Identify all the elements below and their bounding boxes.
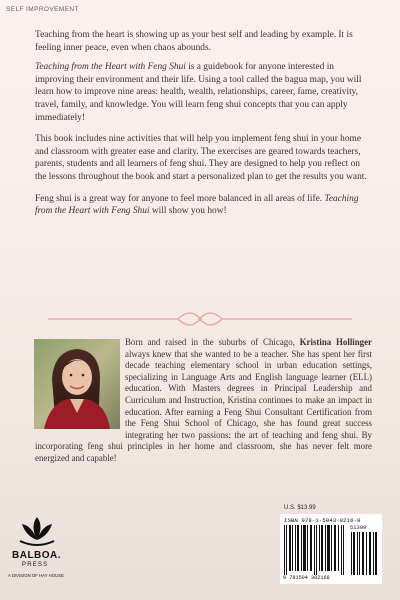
barcode-digits: 9 781504 382168 — [283, 575, 330, 581]
price-label: U.S. $13.99 — [284, 505, 316, 511]
author-bio — [35, 337, 372, 465]
intro-paragraph: Teaching from the heart is showing up as your best self and leading by example. It is feeling inner peace, even when chaos abounds. — [35, 30, 353, 53]
publisher-press: PRESS — [22, 562, 49, 568]
lotus-icon — [8, 514, 66, 550]
publisher-name: BALBOA. — [12, 550, 62, 561]
isbn-label: ISBN 978-1-5043-8216-8 — [284, 517, 361, 524]
bio-text: always knew that she wanted to be a teacher. She has spent her first decade teaching elementary school in urban education settings, specializing in Language Arts and English language learner (ELL) education. With Masters degrees in Principal Leadership and Curriculum and Instruction, Kristina continues to make an impact in education. After earning a Feng Shui Consultant Certification from the Feng Shui School of Chicago, she has found great success integrating her two passions: the art of teaching and feng shui. By incorporating feng shui principles in her home and classroom, she has never felt more energized and capable! — [35, 348, 372, 463]
back-cover-copy — [35, 29, 370, 227]
author-name: Kristina Hollinger — [299, 337, 372, 347]
closing-paragraph — [35, 193, 370, 218]
book-title-italic: Teaching from the Heart with Feng Shui — [35, 62, 186, 73]
activities-paragraph: This book includes nine activities that will help you implement feng shui in your home and classroom with greater ease and clarity. The exercises are geared towards teachers, parents, students and all learners of feng shui. They are designed to help you reflect on the lessons throughout the book and start a personalized plan to get the results you want. — [35, 134, 367, 182]
closing-book-title: Teaching from the Heart with Feng Shui — [35, 193, 359, 217]
category-label: SELF IMPROVEMENT — [6, 6, 79, 13]
closing-text: Feng shui is a great way for anyone to feel more balanced in all areas of life. — [35, 193, 325, 204]
description-text: is a guidebook for anyone interested in improving their environment and their life. Using a tool called the bagua map, you will learn how to improve nine areas: health, wealth, relationships, career, fame, creativity, travel, family, and knowledge. You will learn feng shui concepts that you can apply immediately! — [35, 62, 362, 123]
publisher-logo — [8, 514, 66, 584]
isbn-barcode — [280, 514, 382, 584]
decorative-divider — [48, 310, 352, 328]
description-paragraph — [35, 61, 370, 124]
bio-lead: Born and raised in the suburbs of Chicago, — [125, 337, 300, 347]
isbn-addon: 51399 — [350, 525, 367, 531]
barcode-graphic — [283, 525, 379, 575]
closing-tail: will show you how! — [149, 206, 227, 217]
publisher-division: A DIVISION OF HAY HOUSE — [8, 573, 64, 578]
